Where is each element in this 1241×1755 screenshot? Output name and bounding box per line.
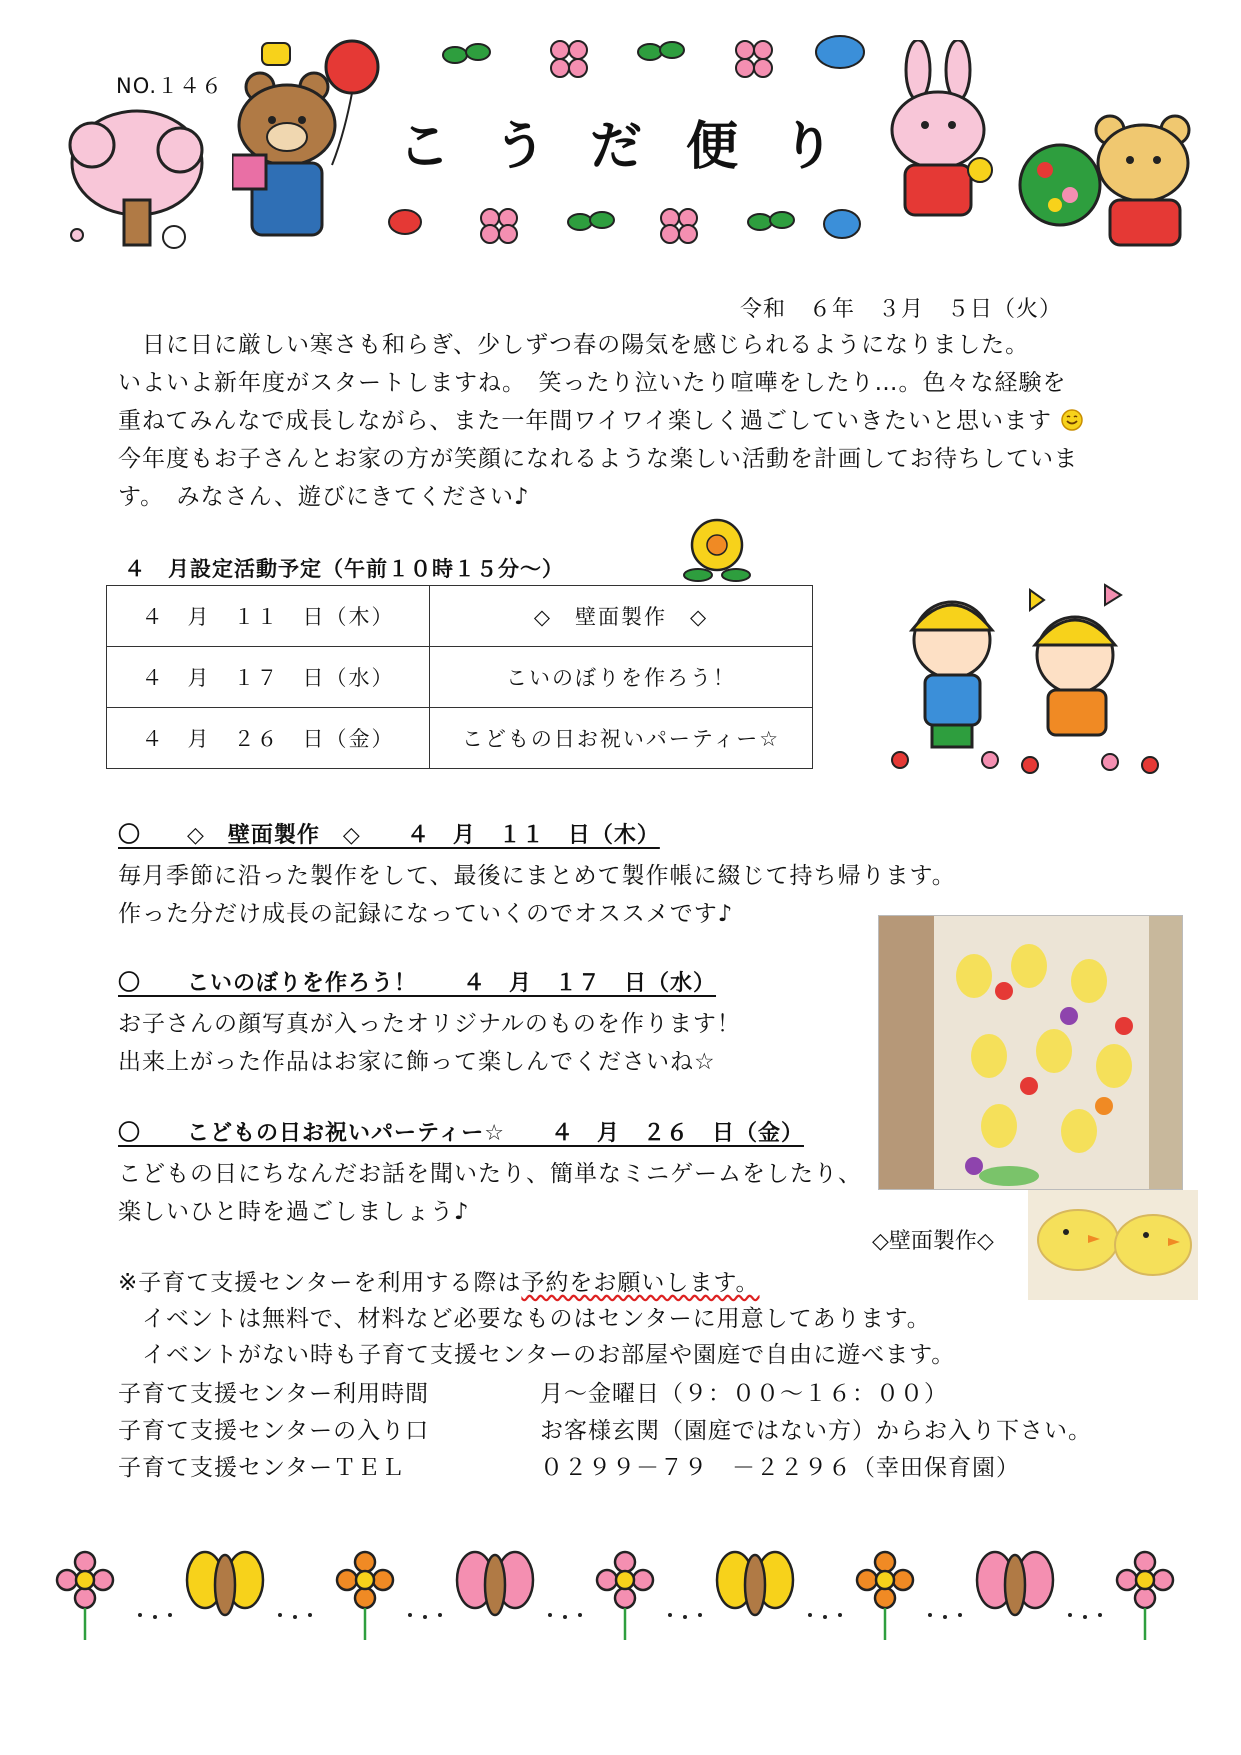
schedule-table [106, 585, 813, 769]
info-hours-label: 子育て支援センター利用時間 [118, 1381, 430, 1407]
leaf-flower-row-top-icon [440, 30, 880, 90]
bear-bouquet-icon [1015, 105, 1200, 250]
notice-reservation: 予約をお願いします。 [521, 1270, 760, 1296]
info-tel-value: ０２９９－７９ －２２９６（幸田保育園） [540, 1455, 1020, 1481]
smiley-icon [1060, 408, 1084, 432]
intro-line-5: す。 みなさん、遊びにきてください♪ [118, 484, 530, 510]
notice-line-3: イベントがない時も子育て支援センターのお部屋や園庭で自由に遊べます。 [118, 1342, 956, 1368]
schedule-heading: ４ 月設定活動予定（午前１０時１５分～） [124, 557, 564, 581]
section-1-line-2: 作った分だけ成長の記録になっていくのでオススメです♪ [118, 901, 734, 927]
intro-line-3-text: 重ねてみんなで成長しながら、また一年間ワイワイ楽しく過ごしていきたいと思います [118, 408, 1053, 434]
section-heading-koinobori: 〇 こいのぼりを作ろう！ ４ 月 １７ 日（水） [118, 971, 717, 996]
leaf-flower-row-bottom-icon [380, 198, 880, 248]
intro-line-2: いよいよ新年度がスタートしますね。 笑ったり泣いたり喧嘩をしたり…。色々な経験を [118, 370, 1067, 396]
newsletter-title: こうだ便り [398, 117, 879, 177]
wall-craft-photo [878, 915, 1183, 1190]
section-heading-wall-craft: 〇 ◇ 壁面製作 ◇ ４ 月 １１ 日（木） [118, 823, 660, 848]
info-hours-value: 月～金曜日（９：００～１６：００） [540, 1381, 948, 1407]
photo-caption: ◇壁面製作◇ [872, 1229, 994, 1254]
chick-craft-photo [1028, 1190, 1198, 1300]
table-row [107, 647, 813, 708]
info-entrance-label: 子育て支援センターの入り口 [118, 1418, 430, 1444]
dandelion-icon [680, 515, 755, 585]
kids-icon [880, 580, 1170, 780]
intro-line-1: 日に日に厳しい寒さも和らぎ、少しずつ春の陽気を感じられるようになりました。 [118, 332, 1030, 358]
section-heading-party: 〇 こどもの日お祝いパーティー☆ ４ 月 ２６ 日（金） [118, 1121, 804, 1146]
intro-line-4: 今年度もお子さんとお家の方が笑顔になれるような楽しい活動を計画してお待ちしていま [118, 446, 1078, 472]
cherry-tree-icon [62, 105, 212, 255]
schedule-date: ４ 月 １７ 日（水） [107, 647, 430, 708]
issue-date: 令和 ６年 ３月 ５日（火） [740, 297, 1063, 322]
section-3-line-1: こどもの日にちなんだお話を聞いたり、簡単なミニゲームをしたり、 [118, 1161, 862, 1187]
rabbit-flowers-icon [880, 40, 1000, 240]
section-2-line-1: お子さんの顔写真が入ったオリジナルのものを作ります！ [118, 1011, 741, 1037]
section-2-line-2: 出来上がった作品はお家に飾って楽しんでくださいね☆ [118, 1049, 716, 1075]
info-entrance-value: お客様玄関（園庭ではない方）からお入り下さい。 [540, 1418, 1092, 1444]
schedule-event: ◇ 壁面製作 ◇ [430, 586, 813, 647]
schedule-date: ４ 月 ２６ 日（金） [107, 708, 430, 769]
notice-line-2: イベントは無料で、材料など必要なものはセンターに用意してあります。 [118, 1306, 931, 1332]
flower-butterfly-border-icon [55, 1535, 1185, 1655]
schedule-date: ４ 月 １１ 日（木） [107, 586, 430, 647]
bear-balloon-icon [232, 35, 382, 245]
section-1-line-1: 毎月季節に沿った製作をして、最後にまとめて製作帳に綴じて持ち帰ります。 [118, 863, 956, 889]
info-tel-label: 子育て支援センターＴＥＬ [118, 1455, 406, 1481]
schedule-event: こいのぼりを作ろう！ [430, 647, 813, 708]
notice-main [118, 1264, 760, 1297]
section-3-line-2: 楽しいひと時を過ごしましょう♪ [118, 1199, 470, 1225]
table-row [107, 708, 813, 769]
table-row [107, 586, 813, 647]
notice-main-text: ※子育て支援センターを利用する際は [118, 1270, 522, 1296]
schedule-event: こどもの日お祝いパーティー☆ [430, 708, 813, 769]
issue-number: NO.１４６ [116, 74, 224, 98]
intro-line-3 [118, 402, 1084, 435]
